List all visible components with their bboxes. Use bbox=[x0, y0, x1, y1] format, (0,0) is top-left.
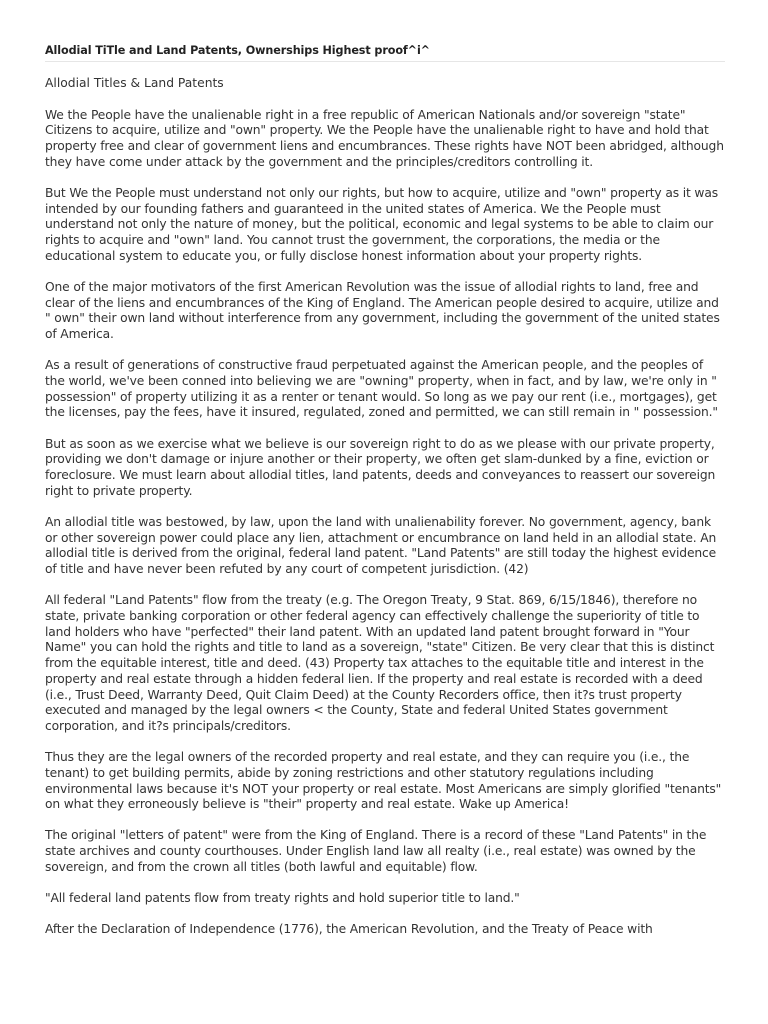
paragraph-3: One of the major motivators of the first American Revolution was the issue of allodial rights to land, free and clear of the liens and encumbrances of the King of England. The American people desired to acquire, utilize and " own" their own land without interference from any government, including the government of the united states of America. bbox=[45, 280, 720, 342]
paragraph-10-quote: "All federal land patents flow from treaty rights and hold superior title to land." bbox=[45, 891, 520, 906]
paragraph-2: But We the People must understand not only our rights, but how to acquire, utilize and "own" property as it was intended by our founding fathers and guaranteed in the united states of America. We the People must understand not only the nature of money, but the political, economic and legal systems to be able to claim our rights to acquire and "own" land. You cannot trust the government, the corporations, the media or the educational system to educate you, or fully disclose honest information about your property rights. bbox=[45, 186, 718, 263]
paragraph-7: All federal "Land Patents" flow from the treaty (e.g. The Oregon Treaty, 9 Stat. 869, 6/15/1846), therefore no state, private banking corporation or other federal agency can effectively challenge the superiority of title to land holders who have "perfected" their land patent. With an updated land patent brought forward in "Your Name" you can hold the rights and title to land as a sovereign, "state" Citizen. Be very clear that this is distinct from the equitable interest, title and deed. (43) Property tax attaches to the equitable title and interest in the property and real estate through a hidden federal lien. If the property and real estate is recorded with a deed (i.e., Trust Deed, Warranty Deed, Quit Claim Deed) at the County Recorders office, then it?s trust property executed and managed by the legal owners < the County, State and federal United States government corporation, and it?s principals/creditors. bbox=[45, 593, 715, 733]
paragraph-6: An allodial title was bestowed, by law, upon the land with unalienability forever. No government, agency, bank or other sovereign power could place any lien, attachment or encumbrance on land held in an allodial state. An allodial title is derived from the original, federal land patent. "Land Patents" are still today the highest evidence of title and have never been refuted by any court of competent jurisdiction. (42) bbox=[45, 514, 717, 577]
paragraph-8: Thus they are the legal owners of the recorded property and real estate, and they can require you (i.e., the tenant) to get building permits, abide by zoning restrictions and other statutory regulations including environmental laws because it's NOT your property or real estate. Most Americans are simply glorified "tenants" on what they erroneously believe is "their" property and real estate. Wake up America! bbox=[45, 750, 722, 812]
document-page bbox=[45, 44, 725, 953]
document-subtitle: Allodial Titles & Land Patents bbox=[45, 76, 224, 90]
paragraph-11: After the Declaration of Independence (1776), the American Revolution, and the Treaty of Peace with bbox=[45, 922, 653, 937]
paragraph-4: As a result of generations of constructive fraud perpetuated against the American people, and the peoples of the world, we've been conned into believing we are "owning" property, when in fact, and by law, we're only in " possession" of property utilizing it as a renter or tenant would. So long as we pay our rent (i.e., mortgages), get the licenses, pay the fees, have it insured, regulated, zoned and permitted, we can still remain in " possession." bbox=[45, 358, 718, 420]
paragraph-9: The original "letters of patent" were from the King of England. There is a record of these "Land Patents" in the state archives and county courthouses. Under English land law all realty (i.e., real estate) was owned by the sovereign, and from the crown all titles (both lawful and equitable) flow. bbox=[45, 828, 707, 874]
paragraph-1: We the People have the unalienable right in a free republic of American Nationals and/or sovereign "state" Citizens to acquire, utilize and "own" property. We the People have the unalienable right to have and hold that property free and clear of government liens and encumbrances. These rights have NOT been abridged, although they have come under attack by the government and the principles/creditors controlling it. bbox=[45, 107, 724, 169]
paragraph-5: But as soon as we exercise what we believe is our sovereign right to do as we please with our private property, providing we don't damage or injure another or their property, we often get slam-dunked by a fine, eviction or foreclosure. We must learn about allodial titles, land patents, deeds and conveyances to reassert our sovereign right to private property. bbox=[45, 436, 716, 498]
document-title: Allodial TiTle and Land Patents, Ownerships Highest proof^i^ bbox=[45, 44, 725, 62]
